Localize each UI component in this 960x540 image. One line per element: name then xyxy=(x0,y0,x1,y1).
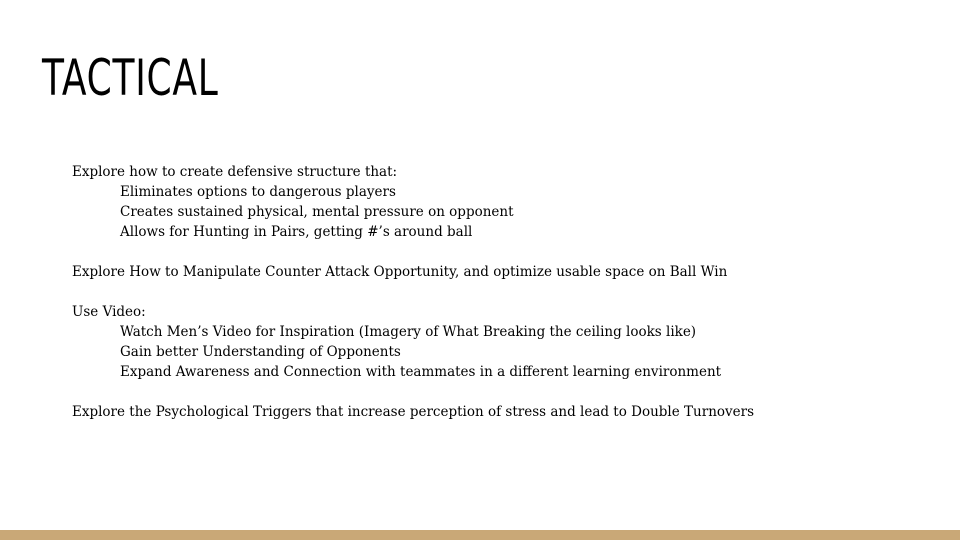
section-heading-defensive-structure: Explore how to create defensive structure that: xyxy=(72,164,398,180)
bottom-accent-bar xyxy=(0,530,960,540)
spacer xyxy=(72,282,932,302)
list-item: Creates sustained physical, mental pressure on opponent xyxy=(120,204,514,220)
spacer xyxy=(72,242,932,262)
list-item: Eliminates options to dangerous players xyxy=(120,184,396,200)
list-item: Watch Men’s Video for Inspiration (Imagery of What Breaking the ceiling looks like) xyxy=(120,324,697,340)
section-heading-use-video: Use Video: xyxy=(72,304,146,320)
spacer xyxy=(72,382,932,402)
list-item: Allows for Hunting in Pairs, getting #’s around ball xyxy=(120,224,473,240)
section-heading-counter-attack: Explore How to Manipulate Counter Attack Opportunity, and optimize usable space on Ball Win xyxy=(72,264,728,280)
list-item: Expand Awareness and Connection with teammates in a different learning environment xyxy=(120,364,722,380)
section-heading-psychological-triggers: Explore the Psychological Triggers that increase perception of stress and lead to Double Turnovers xyxy=(72,404,755,420)
slide-title: TACTICAL xyxy=(42,49,219,107)
list-item: Gain better Understanding of Opponents xyxy=(120,344,401,360)
slide-body xyxy=(72,162,932,422)
